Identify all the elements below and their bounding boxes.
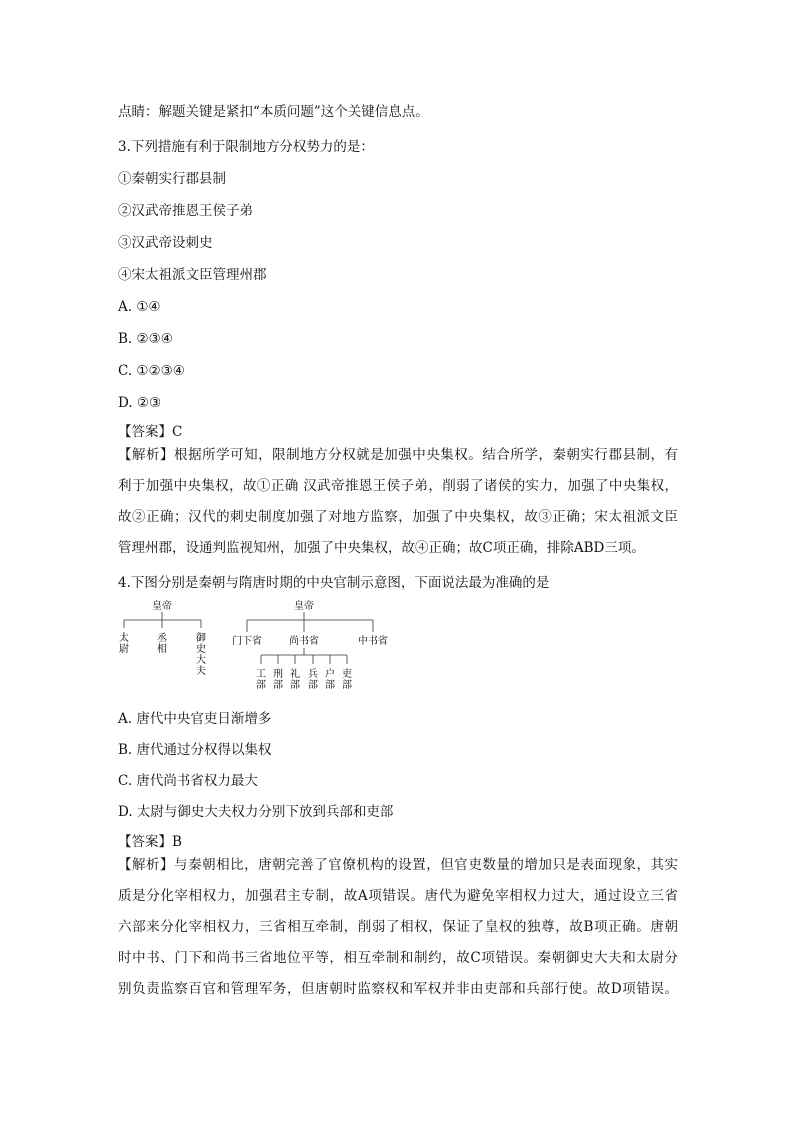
tang-ministry-libu: 吏部 bbox=[342, 669, 352, 691]
qin-node-chengxiang: 丞相 bbox=[157, 633, 167, 655]
qin-root-label: 皇帝 bbox=[152, 601, 172, 612]
qin-node-yushidafu: 御史大夫 bbox=[196, 633, 206, 677]
q4-analysis-line: 【解析】与秦朝相比，唐朝完善了官僚机构的设置，但官吏数量的增加只是表面现象，其实 bbox=[118, 857, 678, 873]
q3-statement: ①秦朝实行郡县制 bbox=[118, 171, 226, 187]
qin-official-diagram bbox=[115, 598, 225, 693]
q3-analysis bbox=[118, 440, 678, 564]
q4-analysis-line: 别负责监察百官和管理军务，但唐朝时监察权和军权并非由吏部和兵部行使。故D项错误。 bbox=[118, 981, 678, 997]
q3-statement: ④宋太祖派文臣管理州郡 bbox=[118, 267, 267, 283]
tang-ministry-xing: 刑部 bbox=[273, 669, 283, 691]
tang-root-label: 皇帝 bbox=[294, 601, 314, 612]
tang-node-shangshu: 尚书省 bbox=[289, 636, 319, 647]
q3-analysis-line: 管理州郡，设通判监视知州，加强了中央集权，故④正确；故C项正确，排除ABD三项。 bbox=[118, 540, 645, 556]
q4-analysis-line: 质是分化宰相权力，加强君主专制，故A项错误。唐代为避免宰相权力过大，通过设立三省 bbox=[118, 888, 678, 904]
q4-analysis bbox=[118, 850, 678, 1005]
q3-statement: ②汉武帝推恩王侯子弟 bbox=[118, 203, 253, 219]
tang-node-menxia: 门下省 bbox=[232, 636, 262, 647]
q3-analysis-line: 利于加强中央集权，故①正确 汉武帝推恩王侯子弟，削弱了诸侯的实力，加强了中央集权， bbox=[118, 478, 678, 494]
tang-ministry-hu: 户部 bbox=[325, 669, 335, 691]
q4-option-d: D. 太尉与御史大夫权力分别下放到兵部和吏部 bbox=[118, 804, 394, 820]
tang-ministry-li: 礼部 bbox=[290, 669, 300, 691]
tang-official-diagram bbox=[225, 598, 425, 698]
tang-node-zhongshu: 中书省 bbox=[358, 636, 388, 647]
q3-statement: ③汉武帝设刺史 bbox=[118, 235, 213, 251]
q4-analysis-line: 六部来分化宰相权力，三省相互牵制，削弱了相权，保证了皇权的独尊，故B项正确。唐朝 bbox=[118, 919, 678, 935]
q3-option-a: A. ①④ bbox=[118, 299, 161, 315]
q3-option-d: D. ②③ bbox=[118, 395, 162, 411]
tang-ministry-bing: 兵部 bbox=[308, 669, 318, 691]
q3-stem: 3.下列措施有利于限制地方分权势力的是： bbox=[118, 139, 374, 155]
q4-option-c: C. 唐代尚书省权力最大 bbox=[118, 773, 258, 789]
tang-ministry-gong: 工部 bbox=[256, 669, 266, 691]
q4-analysis-line: 时中书、门下和尚书三省地位平等，相互牵制和制约，故C项错误。秦朝御史大夫和太尉分 bbox=[118, 950, 678, 966]
q3-analysis-line: 【解析】根据所学可知，限制地方分权就是加强中央集权。结合所学，秦朝实行郡县制，有 bbox=[118, 447, 678, 463]
q3-analysis-line: 故②正确；汉代的刺史制度加强了对地方监察，加强了中央集权，故③正确；宋太祖派文臣 bbox=[118, 509, 678, 525]
q3-answer: 【答案】C bbox=[118, 424, 183, 440]
tip-text: 点睛：解题关键是紧扣“本质问题”这个关键信息点。 bbox=[118, 104, 429, 120]
q4-stem: 4.下图分别是秦朝与隋唐时期的中央官制示意图，下面说法最为准确的是 bbox=[118, 575, 550, 591]
q4-option-b: B. 唐代通过分权得以集权 bbox=[118, 742, 272, 758]
qin-node-taiwei: 太尉 bbox=[119, 633, 129, 655]
q4-option-a: A. 唐代中央官吏日渐增多 bbox=[118, 711, 272, 727]
q4-answer: 【答案】B bbox=[118, 834, 182, 850]
q3-option-c: C. ①②③④ bbox=[118, 363, 185, 379]
q3-option-b: B. ②③④ bbox=[118, 331, 173, 347]
